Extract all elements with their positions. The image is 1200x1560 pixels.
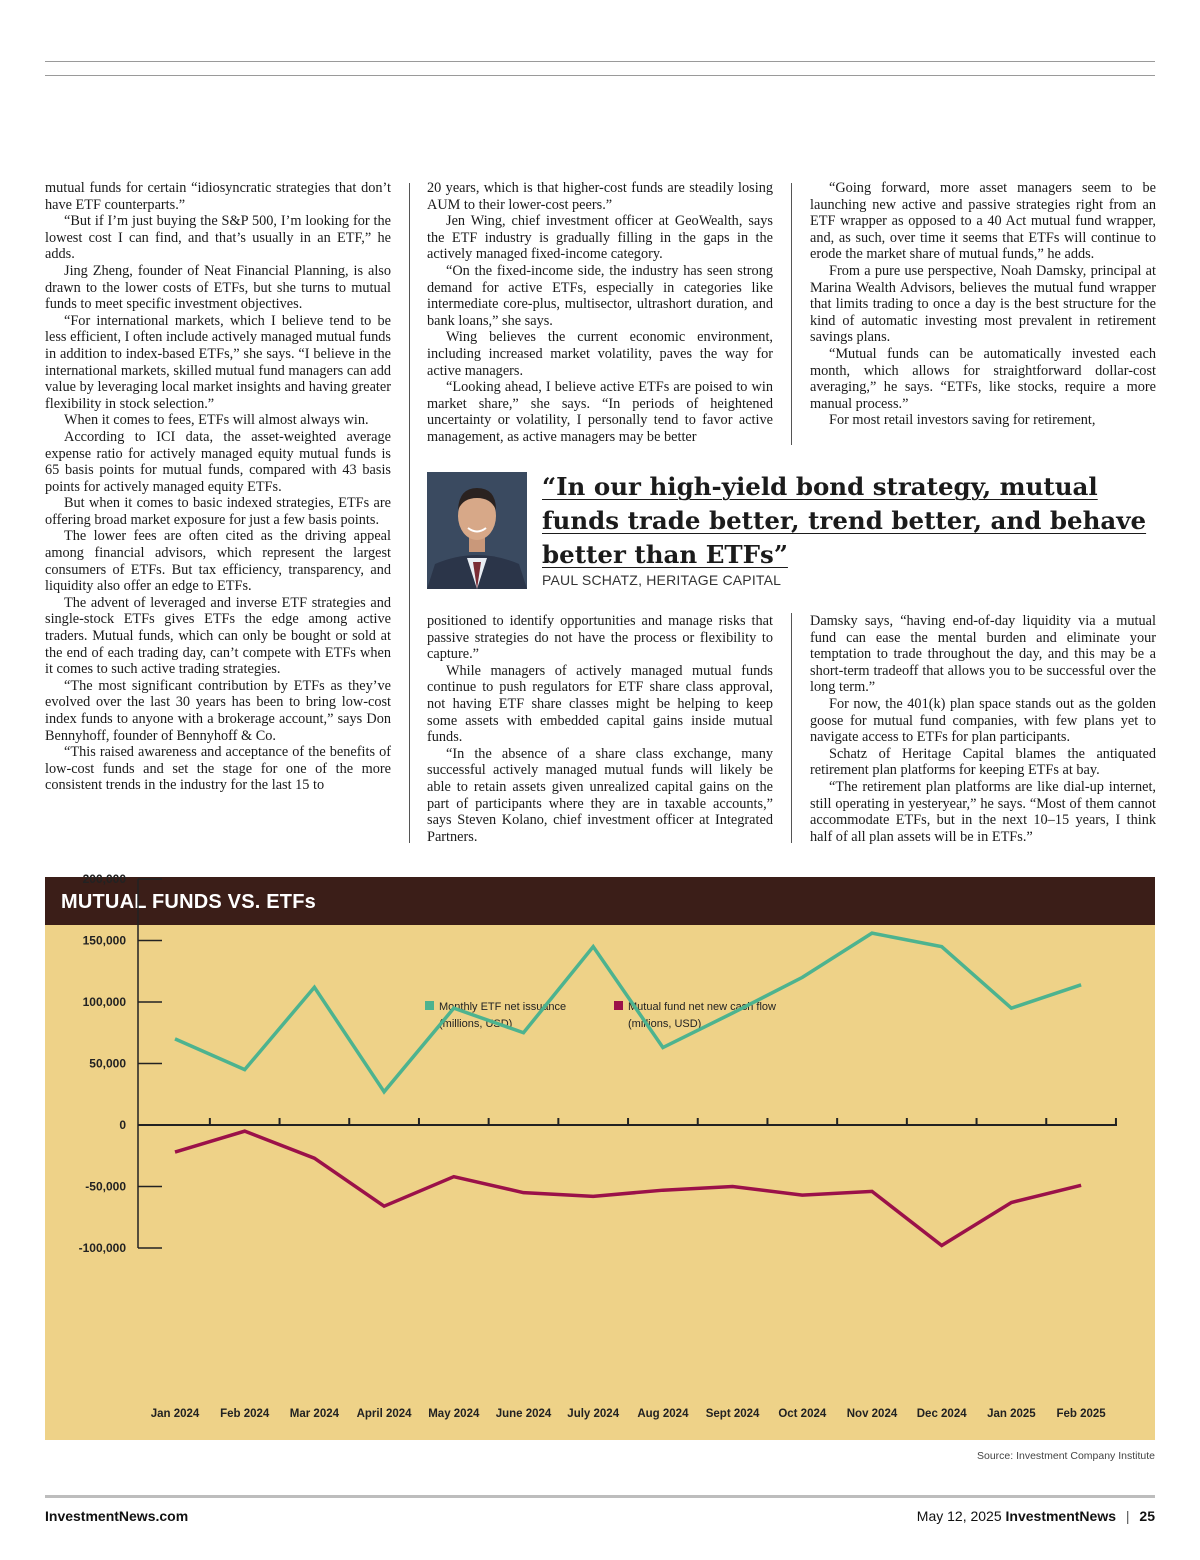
pull-quote-attribution: PAUL SCHATZ, HERITAGE CAPITAL [542, 572, 782, 588]
x-tick-label: May 2024 [428, 1408, 480, 1420]
paragraph: The advent of leveraged and inverse ETF strategies and single-stock ETFs gives ETFs the edge among active traders. Mutual funds, which can only be bought or sold at the end of each trading day, can’t compete with ETFs when it comes to such active trading strategies. [45, 594, 391, 678]
y-tick-label: -50,000 [85, 1179, 126, 1194]
x-tick-label: July 2024 [567, 1408, 620, 1420]
paragraph: “The retirement plan platforms are like dial-up internet, still operating in yesteryear,” he says. “Most of them cannot accommodate ETFs, but in the next 10–15 years, I think half of all plan assets will be in ETFs.” [810, 778, 1156, 845]
paragraph: Schatz of Heritage Capital blames the antiquated retirement plan platforms for keeping ETFs at bay. [810, 745, 1156, 779]
x-tick-label: June 2024 [495, 1408, 552, 1420]
column-divider [791, 613, 792, 843]
legend-swatch [425, 1001, 434, 1010]
paragraph: “In the absence of a share class exchange, many successful actively managed mutual funds will likely be able to retain assets given unrealized capital gains on the part of participants where they are in taxable accounts,” says Steven Kolano, chief investment officer at Integrated Partners. [427, 745, 773, 845]
footer-site-url[interactable]: InvestmentNews.com [45, 1508, 189, 1524]
paragraph: “For international markets, which I believe tend to be less efficient, I often include actively managed mutual funds in addition to index-based ETFs,” she says. “I believe in the international markets, skilled mutual fund managers can add value by leveraging local market insights and having greater flexibility in stock selection.” [45, 312, 391, 412]
x-tick-label: Feb 2024 [220, 1408, 270, 1420]
footer-brand: InvestmentNews [1005, 1508, 1116, 1524]
paragraph: positioned to identify opportunities and manage risks that passive strategies do not have the process or flexibility to capture.” [427, 613, 773, 663]
paragraph: For most retail investors saving for retirement, [829, 412, 1096, 429]
x-tick-label: Feb 2025 [1056, 1408, 1106, 1420]
x-tick-label: Dec 2024 [916, 1408, 967, 1420]
x-tick-label: Aug 2024 [637, 1408, 689, 1420]
paragraph: Wing believes the current economic environment, including increased market volatility, paves the way for active managers. [427, 329, 773, 379]
footer-separator: | [1125, 1508, 1130, 1524]
article-column-1 [45, 180, 391, 794]
article-column-3-bottom [810, 613, 1156, 845]
paragraph: “Mutual funds can be automatically invested each month, which allows for straightforward dollar-cost averaging,” he says. “ETFs, like stocks, require a more manual process.” [810, 345, 1156, 412]
legend-swatch [614, 1001, 623, 1010]
paragraph: From a pure use perspective, Noah Damsky, principal at Marina Wealth Advisors, believes the mutual fund wrapper that limits trading to once a day is the best structure for the kind of automatic investing most prevalent in retirement savings plans. [810, 262, 1156, 346]
chart-panel [45, 872, 1155, 1440]
article-column-3-top [810, 180, 1156, 429]
article-column-2-top [427, 180, 773, 446]
column-divider [791, 183, 792, 445]
footer-info [917, 1508, 1155, 1524]
legend-label: Mutual fund net new cash flow [628, 1001, 776, 1013]
x-tick-label: April 2024 [356, 1408, 412, 1420]
y-tick-label: -100,000 [78, 1241, 126, 1255]
y-tick-label: 200,000 [82, 872, 126, 886]
paragraph: “The most significant contribution by ETFs as they’ve evolved over the last 30 years has been to bring low-cost index funds to anyone with a brokerage account,” says Don Bennyhoff, founder of Bennyhoff & Co. [45, 677, 391, 744]
x-tick-label: Sept 2024 [705, 1408, 760, 1420]
column-divider [409, 183, 410, 843]
paragraph: “Going forward, more asset managers seem to be launching new active and passive strategies right from an ETF wrapper as opposed to a 40 Act mutual fund wrapper, and, as such, over time it seems that ETFs will continue to erode the market share of mutual funds,” he adds. [810, 180, 1156, 263]
paragraph: “Looking ahead, I believe active ETFs are poised to win market share,” she says. “In periods of heightened uncertainty or volatility, I personally tend to favor active management, as active managers may be better [427, 379, 773, 445]
paragraph: The lower fees are often cited as the driving appeal among financial advisors, which represent the largest consumers of ETFs. But tax efficiency, transparency, and liquidity also offer an edge to ETFs. [45, 528, 391, 595]
paragraph: But when it comes to basic indexed strategies, ETFs are offering broad market exposure for just a few basis points. [45, 495, 391, 528]
y-tick-label: 0 [119, 1118, 126, 1132]
chart-header [45, 877, 1155, 925]
x-tick-label: Mar 2024 [289, 1408, 340, 1420]
paragraph: Jen Wing, chief investment officer at GeoWealth, says the ETF industry is gradually filling in the gaps in the actively managed fixed-income category. [427, 213, 773, 263]
x-tick-label: Nov 2024 [846, 1408, 898, 1420]
article-column-2-bottom [427, 613, 773, 845]
y-tick-label: 100,000 [82, 995, 126, 1009]
paragraph: “On the fixed-income side, the industry has seen strong demand for active ETFs, especially in categories like intermediate core-plus, multisector, ultrashort duration, and bank loans,” she says. [427, 262, 773, 329]
footer-date: May 12, 2025 [916, 1508, 1002, 1524]
paragraph: mutual funds for certain “idiosyncratic strategies that don’t have ETF counterparts.” [45, 180, 391, 213]
paragraph: “But if I’m just buying the S&P 500, I’m looking for the lowest cost I can find, and that’s usually in an ETF,” he adds. [45, 213, 391, 263]
page-number: 25 [1139, 1508, 1155, 1524]
x-tick-label: Jan 2025 [987, 1408, 1036, 1420]
y-tick-label: 150,000 [82, 933, 126, 948]
paragraph: For now, the 401(k) plan space stands out as the golden goose for mutual fund companies, with few plans yet to navigate access to ETFs for plan participants. [810, 695, 1156, 746]
y-tick-label: 50,000 [89, 1056, 126, 1071]
x-tick-label: Jan 2024 [150, 1408, 200, 1420]
chart-source: Source: Investment Company Institute [976, 1450, 1155, 1462]
paragraph: According to ICI data, the asset-weighted average expense ratio for actively managed equity mutual funds is 65 basis points for mutual funds, compared with 43 basis points for actively managed equity ETFs. [45, 428, 391, 495]
x-tick-label: Oct 2024 [778, 1408, 827, 1420]
pull-quote-text: “In our high-yield bond strategy, mutual funds trade better, trend better, and behave better than ETFs” [542, 472, 1147, 569]
legend-unit: (millions, USD) [628, 1018, 702, 1030]
paragraph: Damsky says, “having end-of-day liquidity via a mutual fund can ease the mental burden and eliminate your temptation to trade throughout the day, and this may be a short-term tradeoff that allows you to be successful over the long term.” [810, 613, 1156, 696]
mutual-fund-series-line [175, 1131, 1081, 1245]
pull-quote [427, 470, 1157, 592]
top-rule-2 [45, 75, 1155, 76]
speaker-photo [427, 472, 527, 589]
paragraph: While managers of actively managed mutual funds continue to push regulators for ETF share class approval, not having ETF share classes might be helping to keep some assets with embedded capital gains inside mutual funds. [427, 662, 773, 746]
legend-label: Monthly ETF net issuance [439, 1001, 567, 1013]
paragraph: When it comes to fees, ETFs will almost always win. [64, 412, 369, 429]
paragraph: 20 years, which is that higher-cost funds are steadily losing AUM to their lower-cost peers.” [427, 180, 773, 213]
chart-title: MUTUAL FUNDS VS. ETFs [61, 891, 316, 913]
top-rule-1 [45, 61, 1155, 62]
paragraph: “This raised awareness and acceptance of the benefits of low-cost funds and set the stage for one of the more consistent trends in the industry for the last 15 to [45, 744, 391, 794]
legend-unit: (millions, USD) [439, 1018, 513, 1030]
paragraph: Jing Zheng, founder of Neat Financial Planning, is also drawn to the lower costs of ETFs, but she turns to mutual funds to meet specific investment objectives. [45, 262, 391, 313]
footer-rule [45, 1495, 1155, 1498]
